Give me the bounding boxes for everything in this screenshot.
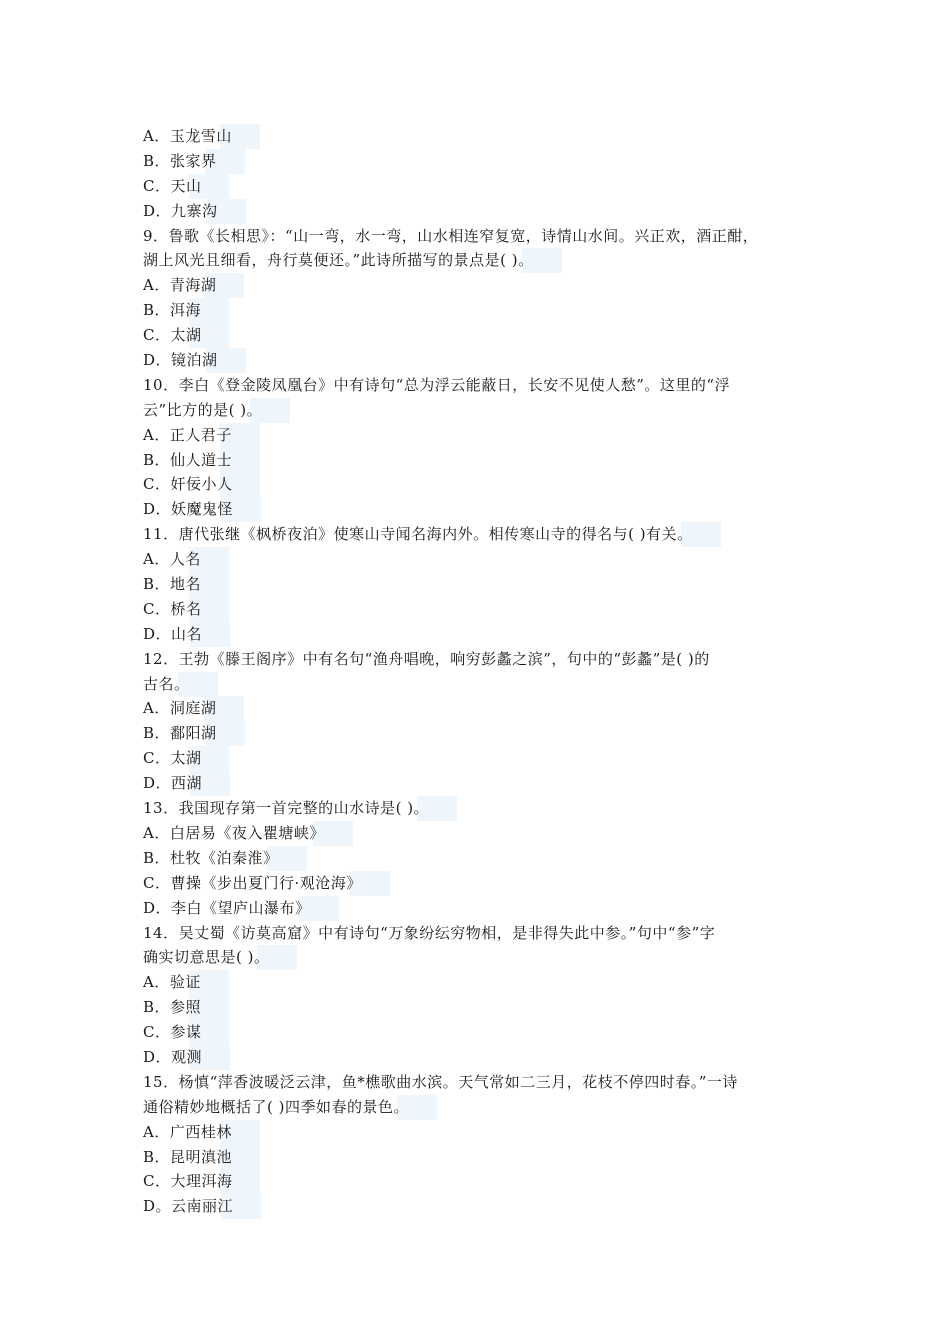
option-line <box>143 1169 823 1194</box>
line-text: A．洞庭湖 <box>143 696 244 721</box>
option-line <box>143 547 823 572</box>
option-line <box>143 696 823 721</box>
option-line <box>143 199 823 224</box>
option-line <box>143 298 823 323</box>
option-line <box>143 348 823 373</box>
line-text: C．参谋 <box>143 1020 229 1045</box>
line-text: 11．唐代张继《枫桥夜泊》使寒山寺闻名海内外。相传寒山寺的得名与( )有关。 <box>143 522 721 547</box>
question-line <box>143 945 823 970</box>
option-line <box>143 970 823 995</box>
line-text: 9．鲁歌《长相思》：“山一弯，水一弯，山水相连窄复宽，诗情山水间。兴正欢，酒正酣， <box>143 226 759 245</box>
option-line <box>143 1194 823 1219</box>
line-text: A．玉龙雪山 <box>143 124 260 149</box>
exam-page <box>143 124 823 1219</box>
option-line <box>143 448 823 473</box>
line-text: 12．王勃《滕王阁序》中有名句“渔舟唱晚，响穷彭蠡之滨”，句中的“彭蠡”是( )的 <box>143 649 710 668</box>
option-line <box>143 1145 823 1170</box>
option-line <box>143 273 823 298</box>
line-text: D。云南丽江 <box>143 1194 261 1219</box>
option-line <box>143 622 823 647</box>
line-text: C．曹操《步出夏门行·观沧海》 <box>143 871 390 896</box>
question-line <box>143 647 823 672</box>
option-line <box>143 871 823 896</box>
line-text: A．人名 <box>143 547 229 572</box>
line-text: B．张家界 <box>143 149 245 174</box>
option-line <box>143 323 823 348</box>
option-line <box>143 597 823 622</box>
line-text: A．白居易《夜入瞿塘峡》 <box>143 821 353 846</box>
line-text: B．鄱阳湖 <box>143 721 245 746</box>
line-text: A．广西桂林 <box>143 1120 260 1145</box>
line-text: D．西湖 <box>143 771 230 796</box>
line-text: D．九寨沟 <box>143 199 246 224</box>
line-text: D．镜泊湖 <box>143 348 246 373</box>
line-text: B．参照 <box>143 995 229 1020</box>
option-line <box>143 497 823 522</box>
question-line <box>143 796 823 821</box>
option-line <box>143 896 823 921</box>
option-line <box>143 1045 823 1070</box>
line-text: C．桥名 <box>143 597 229 622</box>
option-line <box>143 1020 823 1045</box>
option-line <box>143 1120 823 1145</box>
question-line <box>143 672 823 697</box>
option-line <box>143 846 823 871</box>
line-text: 15．杨慎“萍香波暖泛云津，鱼*樵歌曲水滨。天气常如二三月，花枝不停四时春。”一诗 <box>143 1072 738 1091</box>
option-line <box>143 771 823 796</box>
line-text: 通俗精妙地概括了( )四季如春的景色。 <box>143 1095 437 1120</box>
line-text: A．正人君子 <box>143 423 260 448</box>
line-text: 云”比方的是( )。 <box>143 398 290 423</box>
option-line <box>143 472 823 497</box>
line-text: 14．吴丈蜀《访莫高窟》中有诗句“万象纷纭穷物相，是非得失此中参。”句中“参”字 <box>143 923 716 942</box>
question-line <box>143 248 823 273</box>
line-text: B．地名 <box>143 572 229 597</box>
line-text: B．洱海 <box>143 298 229 323</box>
option-line <box>143 746 823 771</box>
question-line <box>143 398 823 423</box>
line-text: D．妖魔鬼怪 <box>143 497 261 522</box>
line-text: A．验证 <box>143 970 229 995</box>
line-text: 古名。 <box>143 672 218 697</box>
line-text: 湖上风光且细看，舟行莫便还。”此诗所描写的景点是( )。 <box>143 248 562 273</box>
question-line <box>143 1095 823 1120</box>
line-text: D．观测 <box>143 1045 230 1070</box>
option-line <box>143 174 823 199</box>
line-text: D．山名 <box>143 622 230 647</box>
question-line <box>143 522 823 547</box>
question-line <box>143 1070 823 1095</box>
line-text: B．仙人道士 <box>143 448 260 473</box>
option-line <box>143 721 823 746</box>
line-text: C．天山 <box>143 174 229 199</box>
line-text: C．大理洱海 <box>143 1169 260 1194</box>
line-text: 13．我国现存第一首完整的山水诗是( )。 <box>143 796 457 821</box>
line-text: D．李白《望庐山瀑布》 <box>143 896 339 921</box>
option-line <box>143 821 823 846</box>
line-text: C．奸佞小人 <box>143 472 260 497</box>
line-text: B．杜牧《泊秦淮》 <box>143 846 307 871</box>
option-line <box>143 995 823 1020</box>
line-text: C．太湖 <box>143 323 229 348</box>
line-text: C．太湖 <box>143 746 229 771</box>
option-line <box>143 149 823 174</box>
question-line <box>143 373 823 398</box>
question-line <box>143 921 823 946</box>
line-text: 确实切意思是( )。 <box>143 945 297 970</box>
option-line <box>143 124 823 149</box>
line-text: B．昆明滇池 <box>143 1145 260 1170</box>
question-line <box>143 224 823 249</box>
line-text: A．青海湖 <box>143 273 244 298</box>
line-text: 10．李白《登金陵凤凰台》中有诗句“总为浮云能蔽日，长安不见使人愁”。这里的“浮 <box>143 375 731 394</box>
option-line <box>143 423 823 448</box>
option-line <box>143 572 823 597</box>
